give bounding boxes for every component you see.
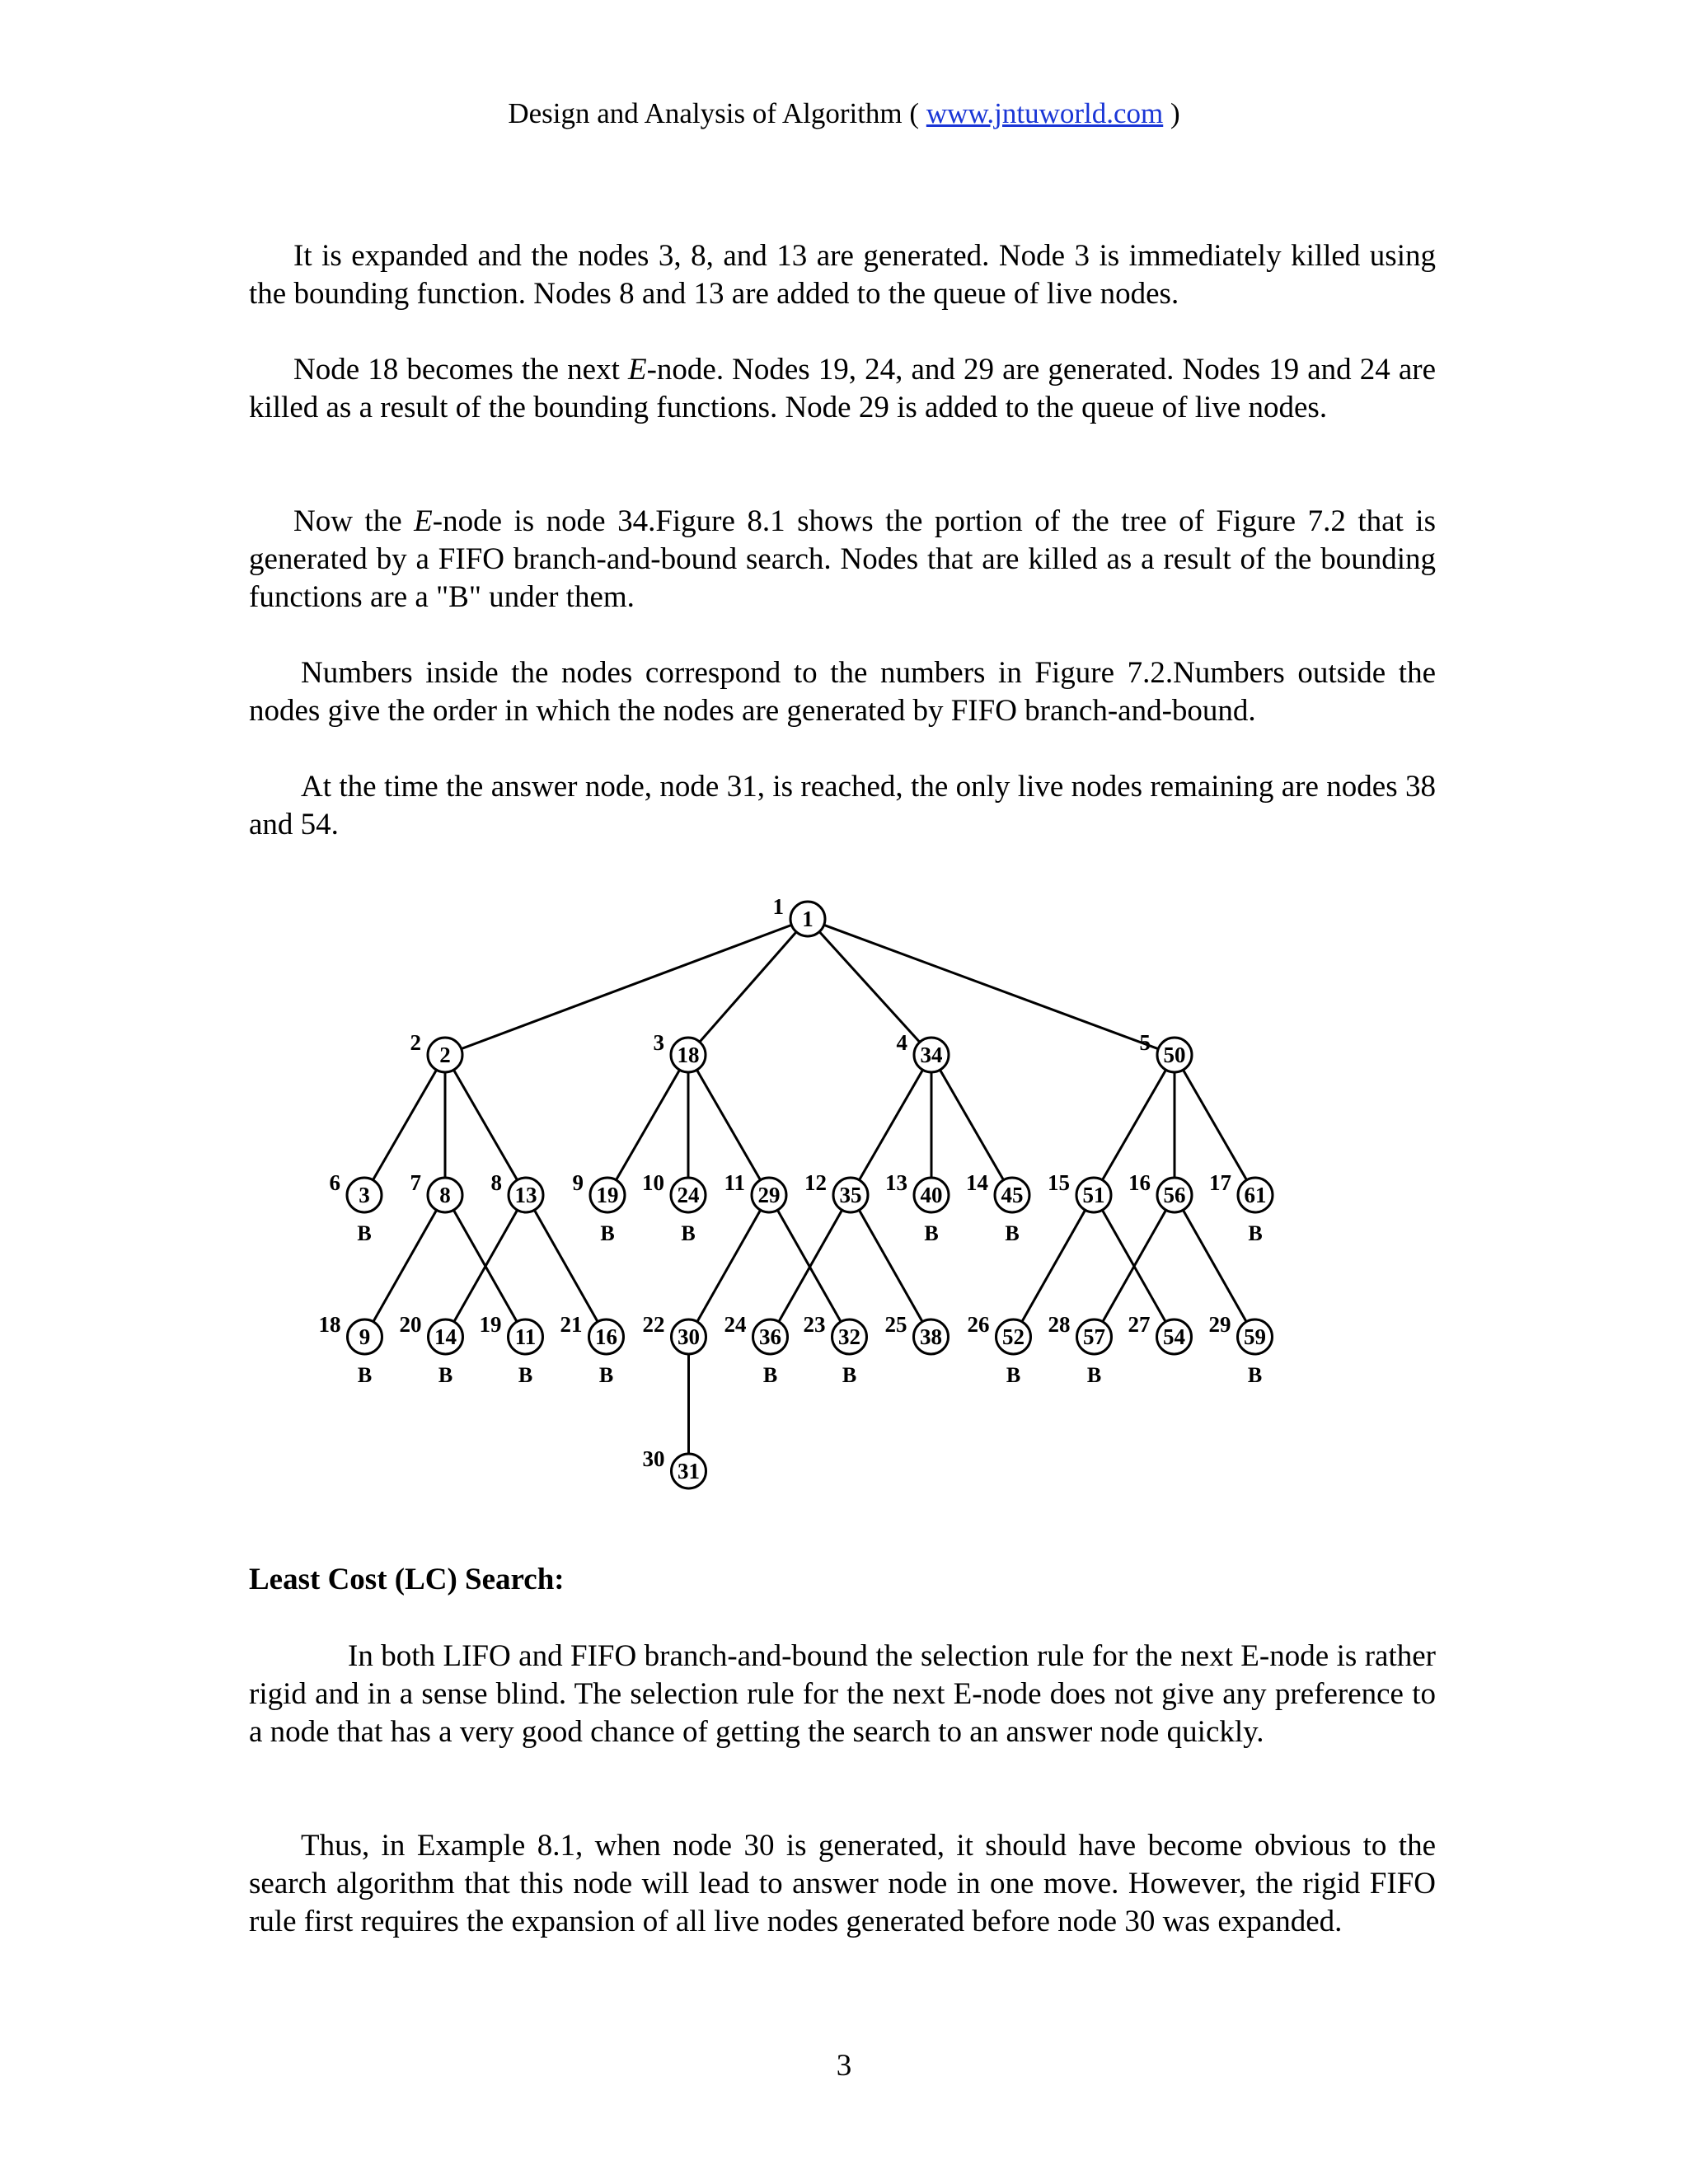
- node-label: 19: [596, 1183, 619, 1207]
- generation-order: 11: [724, 1170, 745, 1195]
- tree-edge-2-13: [453, 1070, 517, 1180]
- tree-node-24: [642, 1170, 706, 1245]
- node-label: 2: [439, 1043, 451, 1067]
- generation-order: 13: [885, 1170, 907, 1195]
- bounded-mark: B: [762, 1363, 778, 1387]
- node-label: 38: [920, 1324, 942, 1349]
- tree-node-54: [1128, 1312, 1192, 1354]
- tree-node-35: [804, 1170, 868, 1212]
- generation-order: 30: [642, 1446, 665, 1471]
- header-title: Design and Analysis of Algorithm (: [508, 97, 926, 129]
- bounded-mark: B: [1086, 1363, 1102, 1387]
- generation-order: 29: [1208, 1312, 1231, 1337]
- tree-node-11: [480, 1312, 543, 1387]
- node-label: 59: [1244, 1324, 1266, 1349]
- bounded-mark: B: [600, 1221, 615, 1245]
- generation-order: 1: [772, 894, 784, 919]
- bounded-mark: B: [681, 1221, 696, 1245]
- tree-node-30: [643, 1312, 706, 1354]
- node-label: 18: [677, 1043, 700, 1067]
- tree-node-16: [560, 1312, 624, 1387]
- generation-order: 3: [653, 1030, 664, 1055]
- tree-edge-56-59: [1183, 1210, 1246, 1321]
- tree-edge-50-61: [1183, 1070, 1246, 1180]
- tree-node-32: [804, 1312, 867, 1387]
- tree-edge-1-34: [819, 932, 920, 1043]
- tree-node-38: [885, 1312, 949, 1354]
- bounded-mark: B: [598, 1363, 614, 1387]
- node-label: 54: [1163, 1324, 1185, 1349]
- node-label: 61: [1244, 1183, 1267, 1207]
- tree-node-2: [410, 1030, 463, 1072]
- paragraph-4: Numbers inside the nodes correspond to the numbers in Figure 7.2.Numbers outside the nodes give the order in which the nodes are generated by FIFO branch-and-bound.: [249, 656, 1436, 728]
- tree-edge-8-9: [373, 1210, 437, 1321]
- tree-edge-50-51: [1102, 1070, 1165, 1180]
- tree-node-56: [1128, 1170, 1192, 1212]
- generation-order: 6: [329, 1170, 340, 1195]
- node-label: 56: [1163, 1183, 1186, 1207]
- generation-order: 8: [490, 1170, 502, 1195]
- page-header: [0, 97, 1688, 130]
- tree-node-29: [724, 1170, 786, 1212]
- tree-node-8: [410, 1170, 463, 1212]
- bounded-mark: B: [438, 1363, 453, 1387]
- bounded-mark: B: [357, 1363, 373, 1387]
- tree-node-52: [968, 1312, 1031, 1387]
- tree-edge-18-19: [616, 1070, 679, 1180]
- generation-order: 17: [1209, 1170, 1231, 1195]
- generation-order: 19: [479, 1312, 502, 1337]
- paragraph-1: It is expanded and the nodes 3, 8, and 13 are generated. Node 3 is immediately killed using the bounding function. Nodes 8 and 13 are added to the queue of live nodes.: [249, 239, 1436, 311]
- node-label: 14: [434, 1324, 457, 1349]
- generation-order: 2: [410, 1030, 421, 1055]
- bounded-mark: B: [1006, 1363, 1021, 1387]
- header-close: ): [1163, 97, 1180, 129]
- generation-order: 20: [399, 1312, 422, 1337]
- generation-order: 14: [966, 1170, 988, 1195]
- node-label: 40: [920, 1183, 943, 1207]
- node-label: 3: [359, 1183, 370, 1207]
- bounded-mark: B: [924, 1221, 939, 1245]
- header-link[interactable]: www.jntuworld.com: [926, 97, 1164, 129]
- paragraph-5: At the time the answer node, node 31, is reached, the only live nodes remaining are nodes 38 and 54.: [249, 770, 1436, 841]
- generation-order: 7: [410, 1170, 421, 1195]
- node-label: 13: [514, 1183, 537, 1207]
- node-label: 52: [1002, 1324, 1025, 1349]
- tree-edge-13-16: [534, 1210, 598, 1321]
- tree-node-57: [1048, 1312, 1112, 1387]
- tree-edge-18-29: [696, 1070, 760, 1180]
- tree-node-18: [654, 1030, 706, 1072]
- node-label: 24: [677, 1183, 700, 1207]
- tree-edge-1-50: [824, 925, 1159, 1048]
- page-number: 3: [836, 2049, 852, 2083]
- tree-node-50: [1140, 1030, 1193, 1072]
- node-label: 1: [802, 907, 814, 931]
- node-label: 51: [1082, 1183, 1105, 1207]
- generation-order: 24: [724, 1312, 747, 1337]
- node-label: 16: [595, 1324, 617, 1349]
- bounded-mark: B: [1248, 1221, 1263, 1245]
- tree-edge-2-3: [373, 1070, 436, 1180]
- tree-node-34: [897, 1030, 950, 1072]
- tree-node-9: [319, 1312, 382, 1387]
- bounded-mark: B: [1247, 1363, 1263, 1387]
- node-label: 35: [839, 1183, 862, 1207]
- tree-node-36: [724, 1312, 788, 1387]
- node-label: 32: [838, 1324, 860, 1349]
- node-label: 8: [439, 1183, 451, 1207]
- tree-node-45: [966, 1170, 1029, 1245]
- bounded-mark: B: [518, 1363, 533, 1387]
- bounded-mark: B: [842, 1363, 857, 1387]
- generation-order: 25: [884, 1312, 907, 1337]
- tree-node-31: [643, 1446, 706, 1488]
- generation-order: 15: [1048, 1170, 1070, 1195]
- generation-order: 27: [1128, 1312, 1151, 1337]
- tree-edge-34-35: [859, 1070, 922, 1180]
- generation-order: 26: [967, 1312, 990, 1337]
- tree-edge-1-18: [700, 932, 796, 1042]
- tree-edge-34-45: [940, 1070, 1003, 1180]
- tree-edge-29-30: [697, 1210, 761, 1321]
- section-heading: Least Cost (LC) Search:: [249, 1563, 565, 1596]
- tree-node-3: [330, 1170, 382, 1245]
- node-label: 29: [757, 1183, 781, 1207]
- generation-order: 28: [1048, 1312, 1071, 1337]
- generation-order: 4: [896, 1030, 907, 1055]
- paragraph-3: Now the E-node is node 34.Figure 8.1 shows the portion of the tree of Figure 7.2 that is generated by a FIFO branch-and-bound search. Nodes that are killed as a result of the bounding functions are a "B" under them.: [249, 504, 1436, 614]
- tree-node-40: [885, 1170, 949, 1245]
- generation-order: 16: [1128, 1170, 1151, 1195]
- generation-order: 22: [642, 1312, 665, 1337]
- tree-node-14: [400, 1312, 463, 1387]
- generation-order: 21: [560, 1312, 583, 1337]
- generation-order: 12: [804, 1170, 827, 1195]
- generation-order: 5: [1139, 1030, 1151, 1055]
- tree-node-59: [1209, 1312, 1273, 1387]
- tree-edge-1-2: [462, 925, 792, 1048]
- tree-node-51: [1048, 1170, 1111, 1212]
- lc-paragraph-2: Thus, in Example 8.1, when node 30 is generated, it should have become obvious to the search algorithm that this node will lead to answer node in one move. However, the rigid FIFO rule first requires the expansion of all live nodes generated before node 30 was expanded.: [249, 1829, 1436, 1938]
- node-label: 34: [920, 1043, 943, 1067]
- node-label: 45: [1001, 1183, 1024, 1207]
- node-label: 31: [678, 1459, 700, 1483]
- bounded-mark: B: [357, 1221, 372, 1245]
- tree-edge-51-52: [1022, 1210, 1085, 1321]
- generation-order: 9: [572, 1170, 584, 1195]
- tree-node-13: [491, 1170, 544, 1212]
- tree-edge-35-38: [859, 1210, 922, 1321]
- node-label: 57: [1083, 1324, 1105, 1349]
- tree-node-61: [1209, 1170, 1273, 1245]
- node-label: 11: [514, 1324, 537, 1349]
- generation-order: 10: [642, 1170, 664, 1195]
- fifo-branch-and-bound-tree: [0, 882, 1688, 1516]
- tree-node-19: [573, 1170, 626, 1245]
- node-label: 50: [1163, 1043, 1186, 1067]
- node-label: 9: [359, 1324, 371, 1349]
- node-label: 36: [759, 1324, 781, 1349]
- node-label: 30: [678, 1324, 700, 1349]
- generation-order: 23: [803, 1312, 826, 1337]
- paragraph-2: Node 18 becomes the next E-node. Nodes 19, 24, and 29 are generated. Nodes 19 and 24 are killed as a result of the bounding functions. Node 29 is added to the queue of live nodes.: [249, 353, 1436, 424]
- bounded-mark: B: [1005, 1221, 1020, 1245]
- lc-paragraph-1: In both LIFO and FIFO branch-and-bound the selection rule for the next E-node is rather rigid and in a sense blind. The selection rule for the next E-node does not give any preference to a node that has a very good chance of getting the search to an answer node quickly.: [249, 1639, 1436, 1749]
- generation-order: 18: [318, 1312, 341, 1337]
